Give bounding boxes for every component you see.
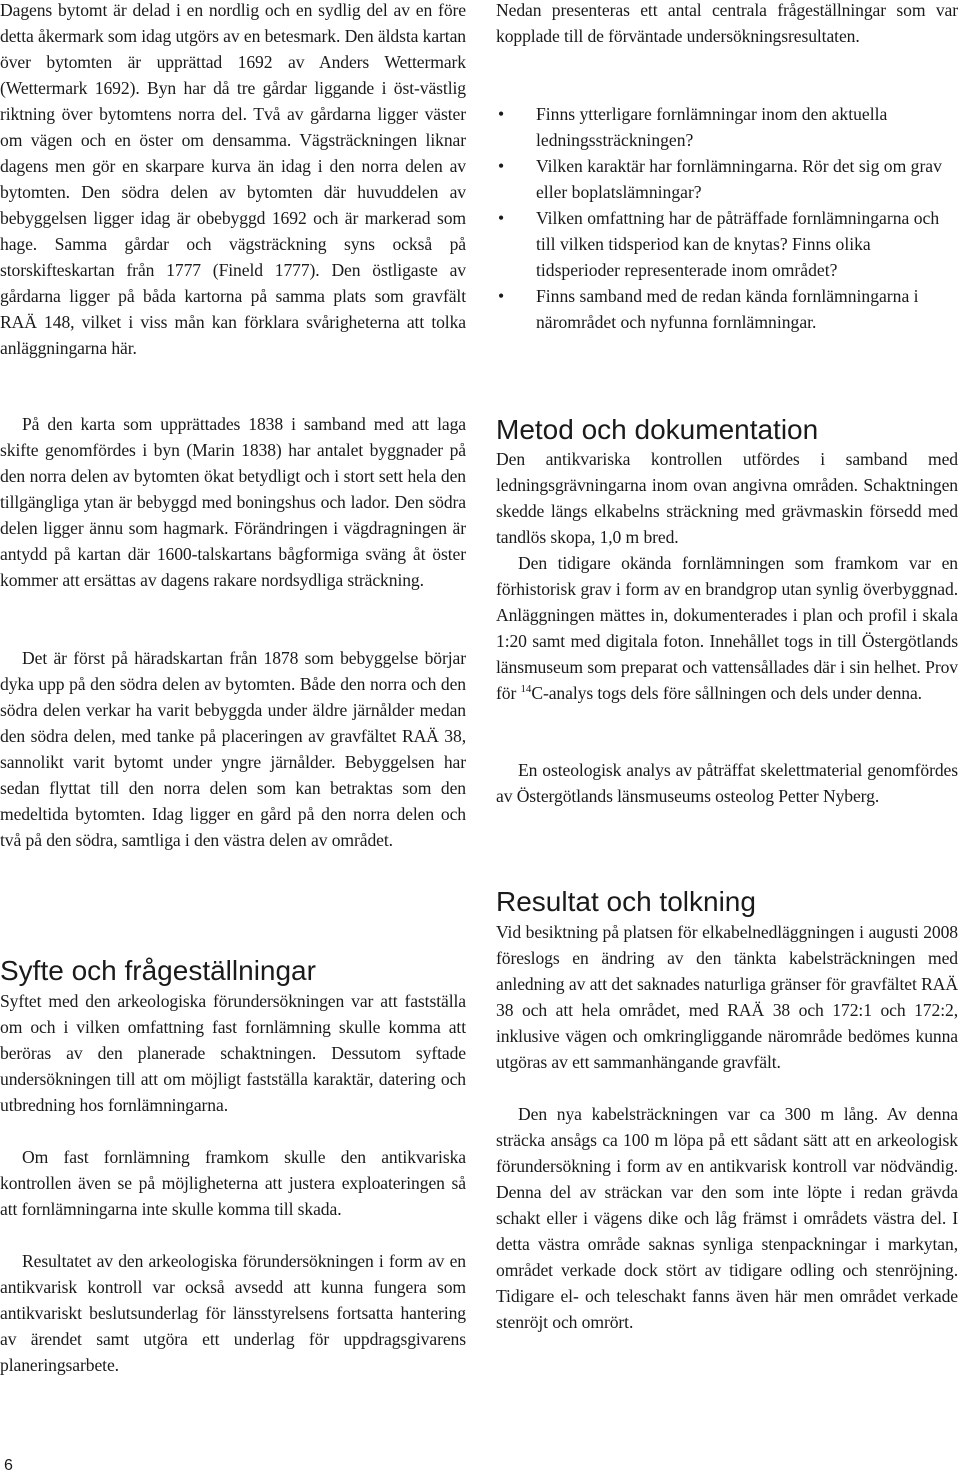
bullet-icon: • [498,104,505,124]
intro-paragraph-2: På den karta som upprättades 1838 i samband med att laga skifte genomfördes i byn (Marin 1838) har antalet byggnader på den norra delen av bytomten ökat betydligt och i stort sett hela den tillgängliga ytan är bebyggd med boningshus och lador. Den södra delen ligger ännu som hagmark. Förändringen i vägdragningen är antydd på kartan där 1600-talskartans bågformiga sväng åt öster kommer att ersättas av dagens rakare nordsydliga sträckning. [0,414,466,590]
question-text: Finns ytterligare fornlämningar inom den aktuella ledningssträckningen? [536,104,888,150]
list-item [496,101,958,153]
syfte-paragraph-1: Syftet med den arkeologiska förundersökningen var att fastställa om och i vilken omfattning fast fornlämning skulle komma att beröras av den planerade schaktningen. Dessutom syftade undersökningen till att om möjligt fastställa karaktär, datering och utbredning hos fornlämningarna. [0,991,466,1115]
isotope-superscript: 14 [520,683,532,696]
resultat-paragraph-2: Den nya kabelsträckningen var ca 300 m lång. Av denna sträcka ansågs ca 100 m löpa på ett sådant sätt att en arkeologisk förundersökning i form av en antikvarisk kontroll var nödvändig. Denna del av sträckan var den som inte löpte i redan grävda schakt eller i vägens dike och låg främst i områdets västra del. I detta västra område saknas synliga stenpackningar i markytan, området verkade dock stört av tidigare odling och stenröjning. Tidigare el- och teleschakt fanns även här men området verkade stenröjt och omrört. [496,1104,958,1332]
questions-list [496,101,958,335]
bullet-icon: • [498,286,505,306]
questions-intro: Nedan presenteras ett antal centrala frågeställningar som var kopplade till de förväntade undersökningsresultaten. [496,0,958,46]
question-text: Vilken omfattning har de påträffade fornlämningarna och till vilken tidsperiod kan de knytas? Finns olika tidsperioder representerade inom området? [536,208,940,280]
list-item [496,205,958,283]
metod-paragraph-2-text-b: C-analys togs dels före sållningen och dels under denna. [531,683,922,703]
intro-paragraph-1: Dagens bytomt är delad i en nordlig och en sydlig del av en före detta åkermark som idag utgörs av en betesmark. Den äldsta kartan över bytomten är upprättad 1692 av Anders Wettermark (Wettermark 1692). Byn har då tre gårdar liggande i öst-västlig riktning över bytomtens norra del. Två av gårdarna ligger väster om vägen och en öster om densamma. Vägsträckningen liknar dagens men gör en skarpare kurva än idag i den norra delen av bytomten. Den södra delen av bytomten där huvuddelen av bebyggelsen ligger idag är obebyggd 1692 och är markerad som hage. Samma gårdar och vägsträckning syns också på storskifteskartan från 1777 (Fineld 1777). Den östligaste av gårdarna ligger på båda kartorna på samma plats som gravfält RAÄ 148, vilket i viss mån kan förklara svårigheterna att tolka anläggningarna här. [0,0,466,358]
metod-paragraph-1: Den antikvariska kontrollen utfördes i samband med ledningsgrävningarna inom ovan angivna områden. Schaktningen skedde längs elkabelns sträckning med grävmaskin försedd med tandlös skopa, 1,0 m bred. [496,449,958,547]
metod-paragraph-2 [496,550,958,706]
bullet-icon: • [498,156,505,176]
metod-paragraph-2-text-a: Den tidigare okända fornlämningen som framkom var en förhistorisk grav i form av en brandgrop utan synlig överbyggnad. Anläggningen mättes in, dokumenterades i plan och profil i skala 1:20 samt med digitala foton. Innehållet togs in till Östergötlands länsmuseum som preparat och vattensållades där i sin helhet. Prov för [496,553,958,703]
question-text: Vilken karaktär har fornlämningarna. Rör det sig om grav eller boplatslämningar? [536,156,942,202]
list-item [496,283,958,335]
metod-paragraph-3: En osteologisk analys av påträffat skelettmaterial genomfördes av Östergötlands länsmuseums osteolog Petter Nyberg. [496,760,958,806]
list-item [496,153,958,205]
section-heading-metod: Metod och dokumentation [496,414,819,445]
resultat-paragraph-1: Vid besiktning på platsen för elkabelnedläggningen i augusti 2008 föreslogs en ändring av den tänkta kabelsträckningen med anledning av att det saknades naturliga gränser för gravfältet RAÄ 38 och att hela området, med RAÄ 38 och 172:1 och 172:2, inklusive vägen och omkringliggande närområde bedömes kunna utgöras av ett sammanhängande gravfält. [496,922,958,1072]
question-text: Finns samband med de redan kända fornlämningarna i närområdet och nyfunna fornlämningar. [536,286,919,332]
syfte-paragraph-3: Resultatet av den arkeologiska förundersökningen i form av en antikvarisk kontroll var också avsedd att kunna fungera som antikvariskt beslutsunderlag för länsstyrelsens fortsatta hantering av ärendet samt utgöra ett underlag för uppdragsgivarens planeringsarbete. [0,1251,466,1375]
section-heading-resultat: Resultat och tolkning [496,886,756,917]
bullet-icon: • [498,208,505,228]
intro-paragraph-3: Det är först på häradskartan från 1878 som bebyggelse börjar dyka upp på den södra delen av bytomten. Både den norra och den södra delen verkar ha varit bebyggda under äldre järnålder medan den södra delen, med tanke på placeringen av gravfältet RAÄ 38, sannolikt varit bytomt under yngre järnålder. Bebyggelsen har sedan flyttat till den norra delen som kan betraktas som den medeltida bytomten. Idag ligger en gård på den norra delen och två på den södra, samtliga i den västra delen av området. [0,648,466,850]
section-heading-syfte: Syfte och frågeställningar [0,955,316,986]
syfte-paragraph-2: Om fast fornlämning framkom skulle den antikvariska kontrollen även se på möjligheterna att justera exploateringen så att fornlämningarna inte skulle komma till skada. [0,1147,466,1219]
page-number: 6 [4,1457,13,1474]
